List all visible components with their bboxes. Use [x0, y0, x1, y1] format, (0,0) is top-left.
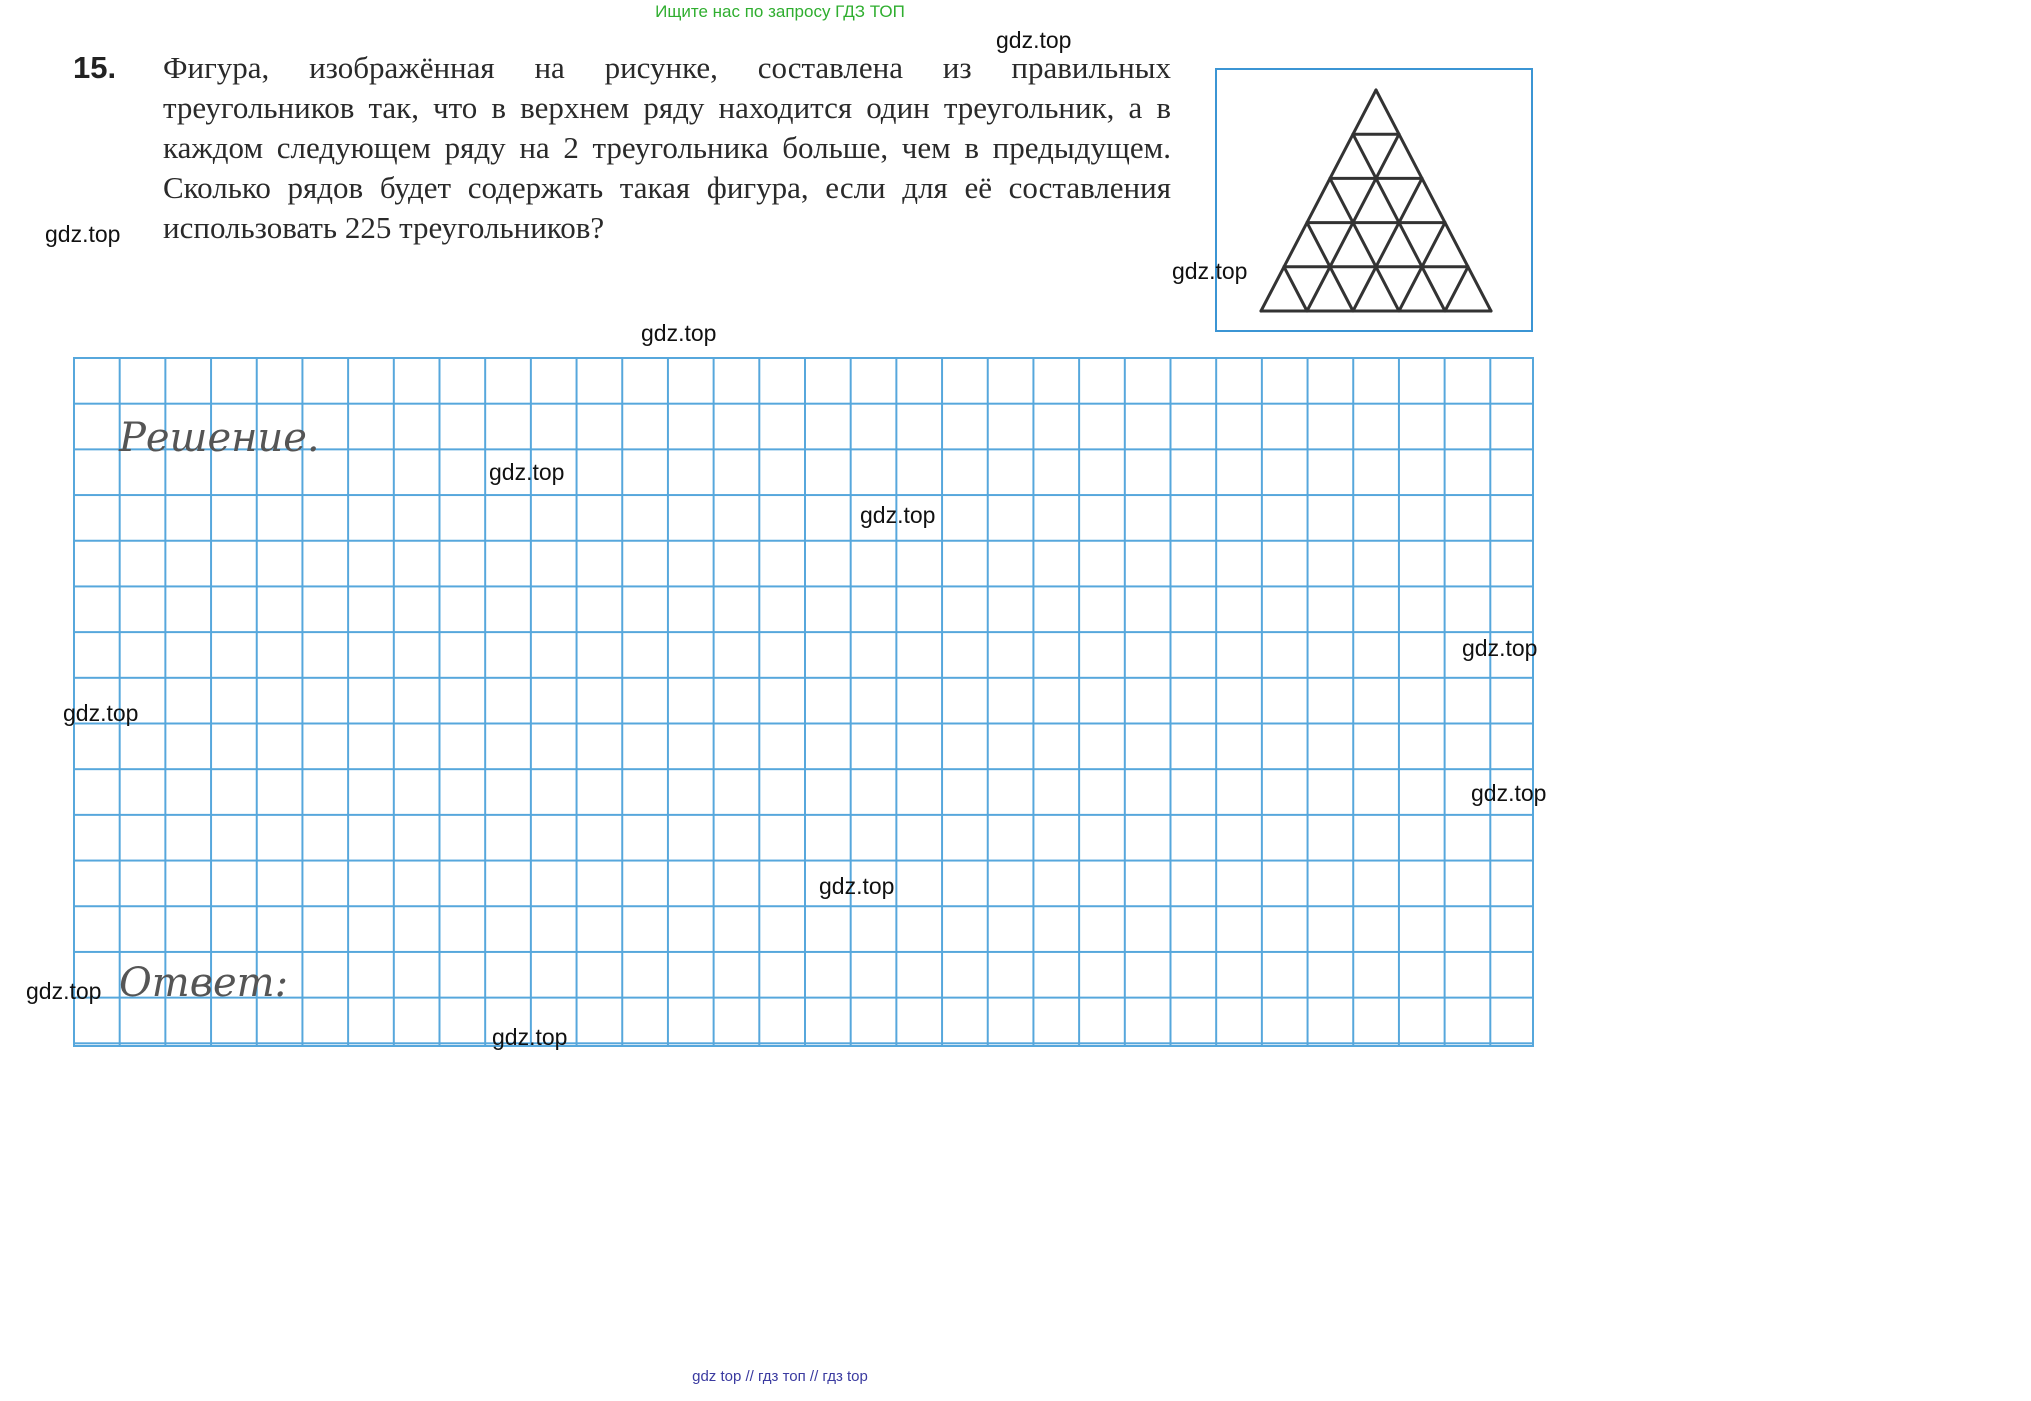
solution-label: Решение. — [119, 415, 320, 461]
problem-number: 15. — [73, 50, 117, 85]
watermark: gdz.top — [45, 221, 121, 247]
footer-links[interactable]: gdz top // гдз топ // гдз top — [692, 1368, 868, 1385]
watermark: gdz.top — [1172, 258, 1248, 284]
triangle-left-parallel-line — [1261, 90, 1376, 311]
watermark: gdz.top — [641, 320, 717, 346]
watermark: gdz.top — [860, 502, 936, 528]
search-hint-link[interactable]: Ищите нас по запросу ГДЗ ТОП — [655, 2, 905, 21]
triangle-right-parallel-line — [1376, 90, 1491, 311]
watermark: gdz.top — [1462, 635, 1538, 661]
triangle-figure — [1215, 68, 1533, 332]
triangle-figure-drawing — [1217, 70, 1535, 334]
watermark: gdz.top — [26, 978, 102, 1004]
watermark: gdz.top — [996, 27, 1072, 53]
triangle-left-parallel-line — [1445, 267, 1468, 311]
triangle-right-parallel-line — [1284, 267, 1307, 311]
watermark: gdz.top — [819, 873, 895, 899]
problem-text: Фигура, изображённая на рисунке, составлена из правильных треугольников так, что в верхнем ряду находится один треугольник, а в каждом следующем ряду на 2 треугольника больше, чем в предыдущем. Сколько рядов будет содержать такая фигура, если для её составления использовать 225 треугольников? — [163, 50, 1171, 245]
watermark: gdz.top — [489, 459, 565, 485]
watermark: gdz.top — [1471, 780, 1547, 806]
watermark: gdz.top — [492, 1024, 568, 1050]
watermark: gdz.top — [63, 700, 139, 726]
answer-label: Ответ: — [119, 960, 289, 1006]
